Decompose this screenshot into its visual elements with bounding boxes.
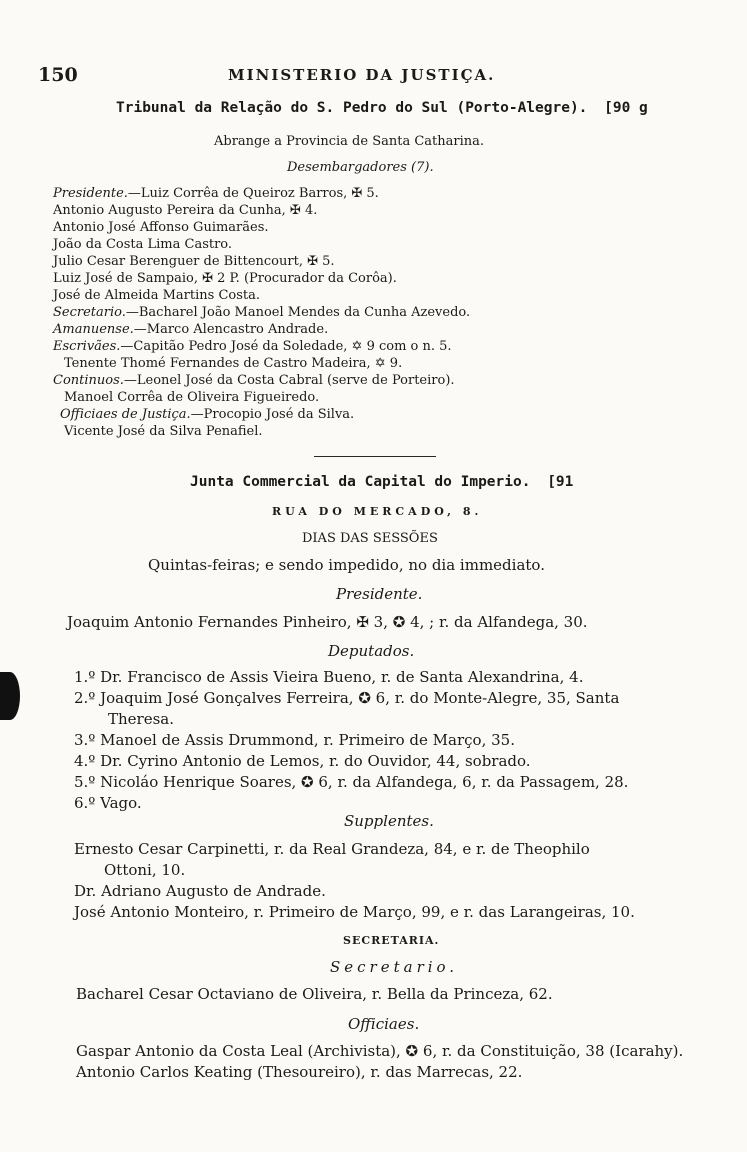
deputado-line: 4.º Dr. Cyrino Antonio de Lemos, r. do Ouvidor, 44, sobrado. xyxy=(74,752,531,770)
ink-blot xyxy=(0,672,20,720)
secretario-entry: Bacharel Cesar Octaviano de Oliveira, r. Bella da Princeza, 62. xyxy=(76,985,553,1003)
relacao-line: Luiz José de Sampaio, ✠ 2 P. (Procurador da Corôa). xyxy=(53,271,397,286)
supplente-line: Ernesto Cesar Carpinetti, r. da Real Grandeza, 84, e r. de Theophilo xyxy=(74,840,590,858)
junta-title-text: Junta Commercial da Capital do Imperio. xyxy=(190,474,531,490)
presidente-entry: Joaquim Antonio Fernandes Pinheiro, ✠ 3, ✪ 4, ; r. da Alfandega, 30. xyxy=(67,613,588,631)
junta-address: RUA DO MERCADO, 8. xyxy=(272,505,483,518)
sessions-text: Quintas-feiras; e sendo impedido, no dia immediato. xyxy=(148,556,545,574)
supplente-line: José Antonio Monteiro, r. Primeiro de Março, 99, e r. das Larangeiras, 10. xyxy=(74,903,635,921)
supplente-line: Dr. Adriano Augusto de Andrade. xyxy=(74,882,326,900)
junta-title xyxy=(190,474,573,490)
section-divider xyxy=(314,456,436,457)
junta-ref: [91 xyxy=(547,474,574,490)
deputado-line: 5.º Nicoláo Henrique Soares, ✪ 6, r. da Alfandega, 6, r. da Passagem, 28. xyxy=(74,773,629,791)
relacao-line: Manoel Corrêa de Oliveira Figueiredo. xyxy=(64,390,320,405)
deputado-line: 2.º Joaquim José Gonçalves Ferreira, ✪ 6, r. do Monte-Alegre, 35, Santa xyxy=(74,689,620,707)
officiaes-heading: Officiaes. xyxy=(348,1015,420,1033)
relacao-line: Antonio Augusto Pereira da Cunha, ✠ 4. xyxy=(53,203,318,218)
page-number: 150 xyxy=(38,64,78,86)
relacao-line: Officiaes de Justiça.—Procopio José da Silva. xyxy=(60,407,355,422)
relacao-line: José de Almeida Martins Costa. xyxy=(53,288,260,303)
relacao-line: Antonio José Affonso Guimarães. xyxy=(53,220,269,235)
presidente-heading: Presidente. xyxy=(336,585,423,603)
relacao-line: Julio Cesar Berenguer de Bittencourt, ✠ 5. xyxy=(53,254,335,269)
relacao-line: Amanuense.—Marco Alencastro Andrade. xyxy=(53,322,329,337)
relacao-ref: [90 g xyxy=(604,100,648,116)
secretaria-heading: SECRETARIA. xyxy=(343,934,440,947)
relacao-line: Presidente.—Luiz Corrêa de Queiroz Barros, ✠ 5. xyxy=(53,186,379,201)
relacao-title xyxy=(116,100,648,116)
relacao-line: Continuos.—Leonel José da Costa Cabral (serve de Porteiro). xyxy=(53,373,455,388)
relacao-line: Tenente Thomé Fernandes de Castro Madeira, ✡ 9. xyxy=(64,356,403,371)
relacao-subtitle: Desembargadores (7). xyxy=(287,160,434,175)
relacao-line: Secretario.—Bacharel João Manoel Mendes da Cunha Azevedo. xyxy=(53,305,471,320)
secretario-heading: Secretario. xyxy=(330,958,459,976)
official-line: Antonio Carlos Keating (Thesoureiro), r. das Marrecas, 22. xyxy=(76,1063,523,1081)
relacao-line: Vicente José da Silva Penafiel. xyxy=(64,424,263,439)
running-header: MINISTERIO DA JUSTIÇA. xyxy=(228,66,496,84)
relacao-scope: Abrange a Provincia de Santa Catharina. xyxy=(214,134,485,149)
supplente-line: Ottoni, 10. xyxy=(104,861,186,879)
relacao-line: João da Costa Lima Castro. xyxy=(53,237,233,252)
deputado-line: 3.º Manoel de Assis Drummond, r. Primeiro de Março, 35. xyxy=(74,731,515,749)
deputado-line: 6.º Vago. xyxy=(74,794,142,812)
relacao-line: Escrivães.—Capitão Pedro José da Soledade, ✡ 9 com o n. 5. xyxy=(53,339,452,354)
deputados-heading: Deputados. xyxy=(328,642,415,660)
relacao-title-text: Tribunal da Relação do S. Pedro do Sul (Porto-Alegre). xyxy=(116,100,588,116)
deputado-line: 1.º Dr. Francisco de Assis Vieira Bueno, r. de Santa Alexandrina, 4. xyxy=(74,668,584,686)
sessions-heading: DIAS DAS SESSÕES xyxy=(302,531,438,546)
supplentes-heading: Supplentes. xyxy=(344,812,434,830)
official-line: Gaspar Antonio da Costa Leal (Archivista), ✪ 6, r. da Constituição, 38 (Icarahy). xyxy=(76,1042,684,1060)
deputado-line: Theresa. xyxy=(108,710,174,728)
